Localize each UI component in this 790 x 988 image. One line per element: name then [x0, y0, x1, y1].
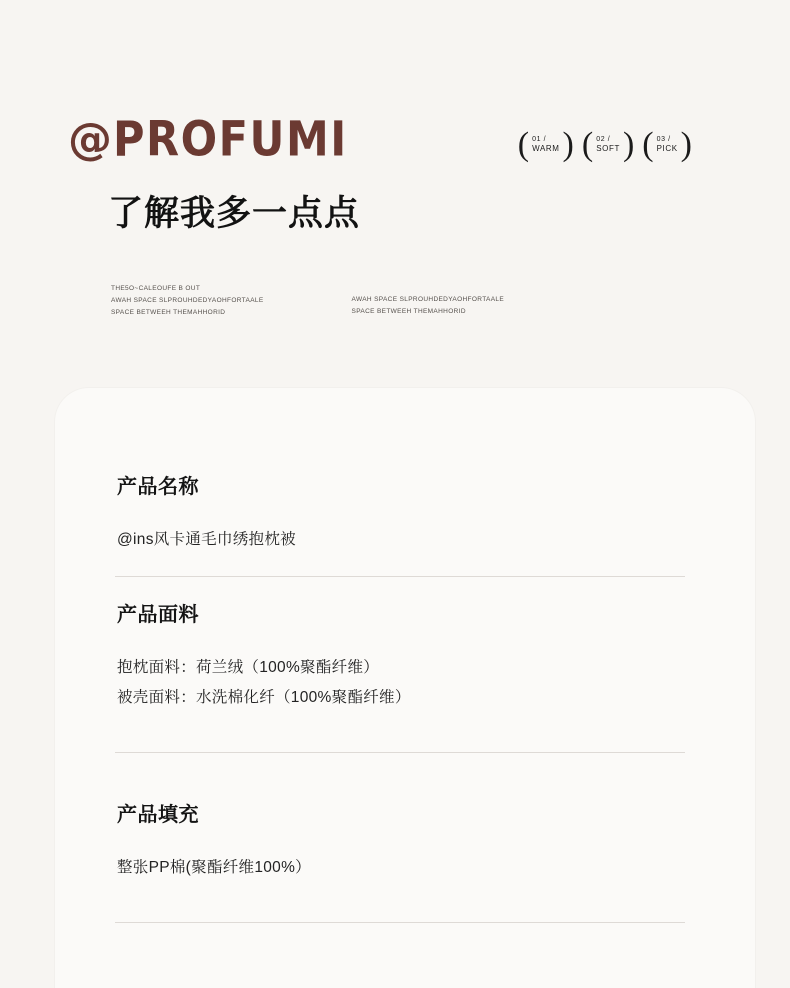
feature-chip-warm: [518, 128, 574, 162]
section-product-name: [115, 470, 685, 555]
feature-chip-pick: [642, 128, 692, 162]
page-title: 了解我多一点点: [108, 194, 361, 234]
chip-word: SOFT: [596, 144, 620, 154]
paren-close-icon: ): [680, 126, 692, 163]
micro-copy-right: [352, 283, 505, 319]
section-title: 产品填充: [117, 802, 199, 826]
section-divider: [115, 752, 685, 753]
feature-chip-group: [518, 128, 692, 162]
brand-name: PROFUMI: [113, 111, 348, 168]
chip-word: PICK: [656, 144, 678, 154]
section-divider: [115, 922, 685, 923]
chip-word: WARM: [532, 144, 560, 154]
product-detail-card: [55, 388, 755, 988]
section-product-filling: [115, 798, 685, 883]
page-header: [0, 0, 790, 380]
section-title: 产品名称: [117, 474, 199, 498]
section-line: 抱枕面料：荷兰绒（100%聚酯纤维）: [117, 659, 380, 676]
section-line: @ins风卡通毛巾绣抱枕被: [117, 531, 296, 548]
paren-open-icon: (: [517, 126, 530, 163]
micro-copy-line: AWAH SPACE SLPROUHDEDYAOHFORTAALE: [351, 296, 505, 303]
feature-chip-soft: [582, 128, 634, 162]
micro-copy-line: SPACE BETWEEH THEMAHHORID: [351, 308, 466, 316]
at-symbol-icon: @: [68, 114, 111, 165]
paren-close-icon: ): [622, 126, 635, 163]
micro-copy-left: [111, 283, 264, 319]
section-line: 整张PP棉(聚酯纤维100%）: [117, 859, 311, 876]
feature-chip-warm-text: [532, 136, 559, 153]
chip-number: 01 /: [532, 136, 547, 144]
micro-copy-line: THE5O~CALEOUFE B OUT: [111, 285, 201, 292]
micro-copy-line: SPACE BETWEEH THEMAHHORID: [111, 309, 226, 317]
paren-open-icon: (: [642, 126, 654, 163]
micro-copy-line: AWAH SPACE SLPROUHDEDYAOHFORTAALE: [111, 297, 264, 305]
section-divider: [115, 576, 685, 577]
section-title: 产品面料: [117, 602, 199, 626]
section-product-fabric: [115, 598, 685, 713]
brand-lockup: [68, 111, 348, 168]
micro-copy-block: [111, 283, 504, 319]
paren-close-icon: ): [562, 126, 574, 163]
chip-number: 03 /: [656, 136, 671, 144]
feature-chip-pick-text: [657, 136, 678, 153]
chip-number: 02 /: [596, 136, 611, 144]
feature-chip-soft-text: [596, 136, 620, 153]
section-line: 被壳面料：水洗棉化纤（100%聚酯纤维）: [117, 689, 411, 707]
paren-open-icon: (: [581, 126, 594, 163]
